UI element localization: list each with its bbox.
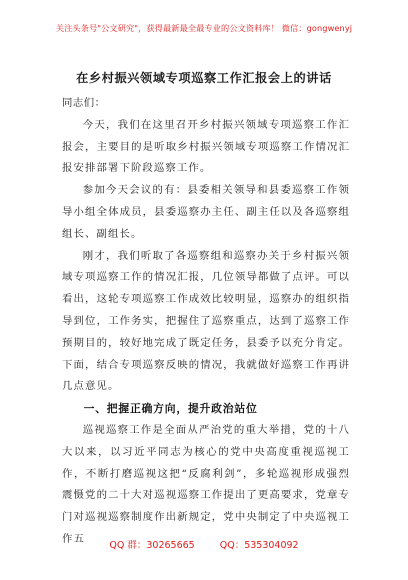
paragraph-intro: 今天，我们在这里召开乡村振兴领域专项巡察工作汇报会，主要目的是听取乡村振兴领域专项巡察工作情况汇报安排部署下阶段巡察工作。 <box>62 118 350 175</box>
section-heading: 一、把握正确方向，提升政治站位 <box>83 402 258 416</box>
greeting: 同志们： <box>62 97 106 109</box>
paragraph-attendees: 参加今天会议的有：县委相关领导和县委巡察工作领导小组全体成员，县委巡察办主任、副主任以及各巡察组组长、副组长。 <box>62 184 350 240</box>
document-title: 在乡村振兴领域专项巡察工作汇报会上的讲话 <box>76 71 332 85</box>
footer-qq: QQ：535304092 <box>219 540 299 551</box>
footer-qq-group: QQ 群：30265665 <box>109 540 195 551</box>
paragraph-section-1: 巡视巡察工作是全面从严治党的重大举措，党的十八大以来，以习近平同志为核心的党中央高度重视巡视工作，不断打磨巡视这把“反腐利剑”，多轮巡视形成强烈震慑党的二十大对巡视巡察工作提出了更高要求，党章专门对巡视巡察制度作出新规定，党中央制定了中央巡视工作五 <box>62 423 350 545</box>
header-promo-note: 关注头条号"公文研究"，获得最新最全最专业的公文资料库！ 微信：gongwenyj <box>55 23 353 33</box>
document-body <box>62 93 350 551</box>
paragraph-summary: 刚才，我们听取了各巡察组和巡察办关于乡村振兴领域专项巡察工作的情况汇报，几位领导都做了点评。可以看出，这轮专项巡察工作成效比较明显，巡察办的组织指导到位，工作务实，把握住了巡察重点，达到了巡察工作预期目的，较好地完成了既定任务，县委予以充分肯定。下面，结合专项巡察反映的情况，我就做好巡察工作再讲几点意见。 <box>62 249 350 393</box>
footer-contact-note <box>0 537 408 551</box>
